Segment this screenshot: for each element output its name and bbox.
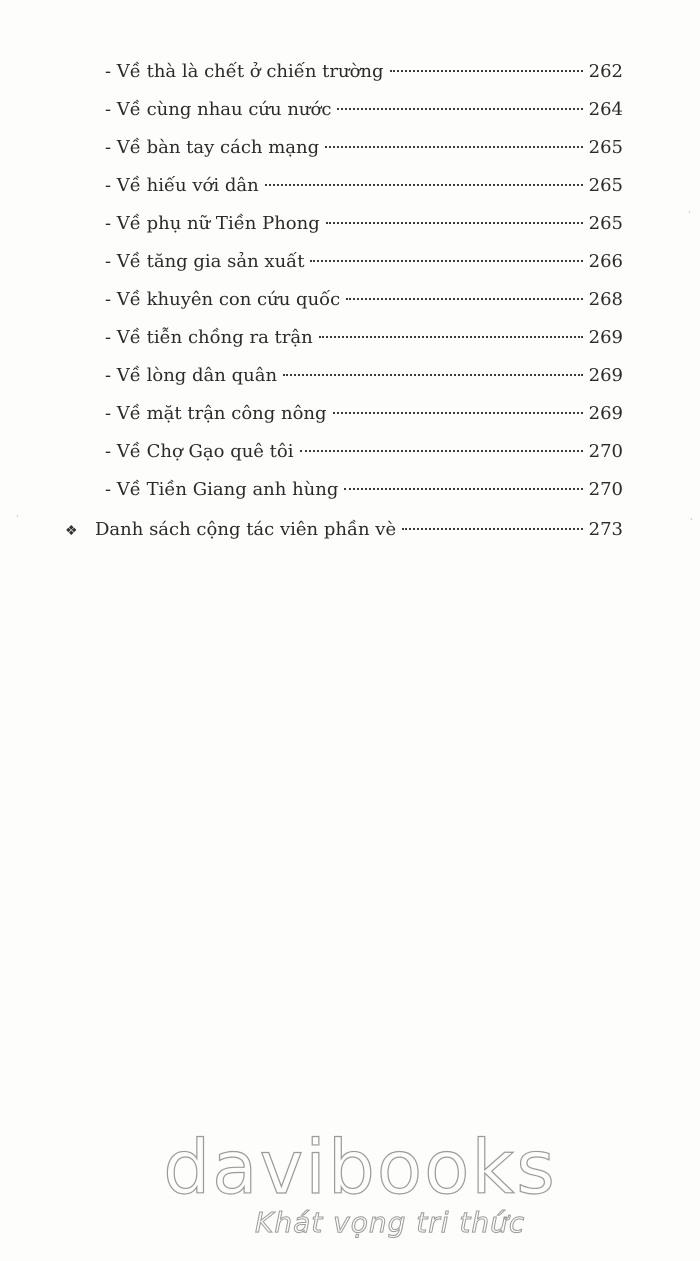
toc-leader-dots <box>310 260 582 262</box>
toc-entry <box>105 437 623 467</box>
toc-entry-title: - Về thà là chết ở chiến trường <box>105 61 384 82</box>
toc-entry <box>105 171 623 201</box>
toc-entry <box>105 209 623 239</box>
scan-speck: · <box>688 208 691 217</box>
toc-leader-dots <box>333 412 583 414</box>
scan-speck: · <box>16 512 19 521</box>
toc-leader-dots <box>390 70 583 72</box>
toc-entry-title: - Về mặt trận công nông <box>105 403 327 424</box>
toc-leader-dots <box>319 336 583 338</box>
toc-entry-page: 269 <box>588 403 623 424</box>
toc-leader-dots <box>283 374 583 376</box>
toc-leader-dots <box>265 184 583 186</box>
toc-entry-page: 265 <box>588 175 623 196</box>
brand-logo-text: davibooks <box>163 1125 557 1211</box>
diamond-bullet-icon: ❖ <box>65 523 78 539</box>
toc-entry <box>105 399 623 429</box>
scan-speck: · <box>690 515 693 524</box>
toc-leader-dots <box>337 108 582 110</box>
toc-entry <box>105 247 623 277</box>
brand-slogan: Khát vọng tri thức <box>255 1206 526 1239</box>
toc-entry-page: 269 <box>588 327 623 348</box>
toc-entry <box>105 323 623 353</box>
toc-leader-dots <box>325 146 582 148</box>
publisher-watermark <box>150 1125 570 1239</box>
toc-entry-title: - Về cùng nhau cứu nước <box>105 99 332 120</box>
toc-entry-page: 268 <box>588 289 623 310</box>
toc-entry <box>105 133 623 163</box>
toc-entry-title: - Về khuyên con cứu quốc <box>105 289 341 310</box>
toc-entry-title: - Về phụ nữ Tiền Phong <box>105 213 320 234</box>
toc-entry <box>105 361 623 391</box>
toc-entry-title: - Về bàn tay cách mạng <box>105 137 320 158</box>
toc-entry <box>105 285 623 315</box>
toc-main-entry <box>65 515 623 545</box>
toc-entry-page: 265 <box>588 213 623 234</box>
toc-entry-title: - Về hiếu với dân <box>105 175 259 196</box>
toc-entry-title: - Về tiễn chồng ra trận <box>105 327 313 348</box>
toc-entry-title: - Về lòng dân quân <box>105 365 278 386</box>
toc-entry-page: 273 <box>588 519 623 540</box>
toc-entry-title: Danh sách cộng tác viên phần vè <box>95 519 397 540</box>
toc-entry-page: 266 <box>588 251 623 272</box>
toc-entry-page: 264 <box>588 99 623 120</box>
toc-entry-page: 269 <box>588 365 623 386</box>
toc-entry-title: - Về Tiền Giang anh hùng <box>105 479 339 500</box>
toc-entry-page: 270 <box>588 479 623 500</box>
toc-entry-page: 262 <box>588 61 623 82</box>
toc-entry-page: 265 <box>588 137 623 158</box>
toc-entry-title: - Về tăng gia sản xuất <box>105 251 305 272</box>
toc-leader-dots <box>326 222 583 224</box>
toc-entry-page: 270 <box>588 441 623 462</box>
toc-entry-title: - Về Chợ Gạo quê tôi <box>105 441 294 462</box>
toc-leader-dots <box>300 450 583 452</box>
toc-leader-dots <box>402 528 583 530</box>
toc-entry <box>105 475 623 505</box>
toc-leader-dots <box>346 298 582 300</box>
toc-leader-dots <box>344 488 582 490</box>
toc-entry <box>105 57 623 87</box>
toc-entry <box>105 95 623 125</box>
